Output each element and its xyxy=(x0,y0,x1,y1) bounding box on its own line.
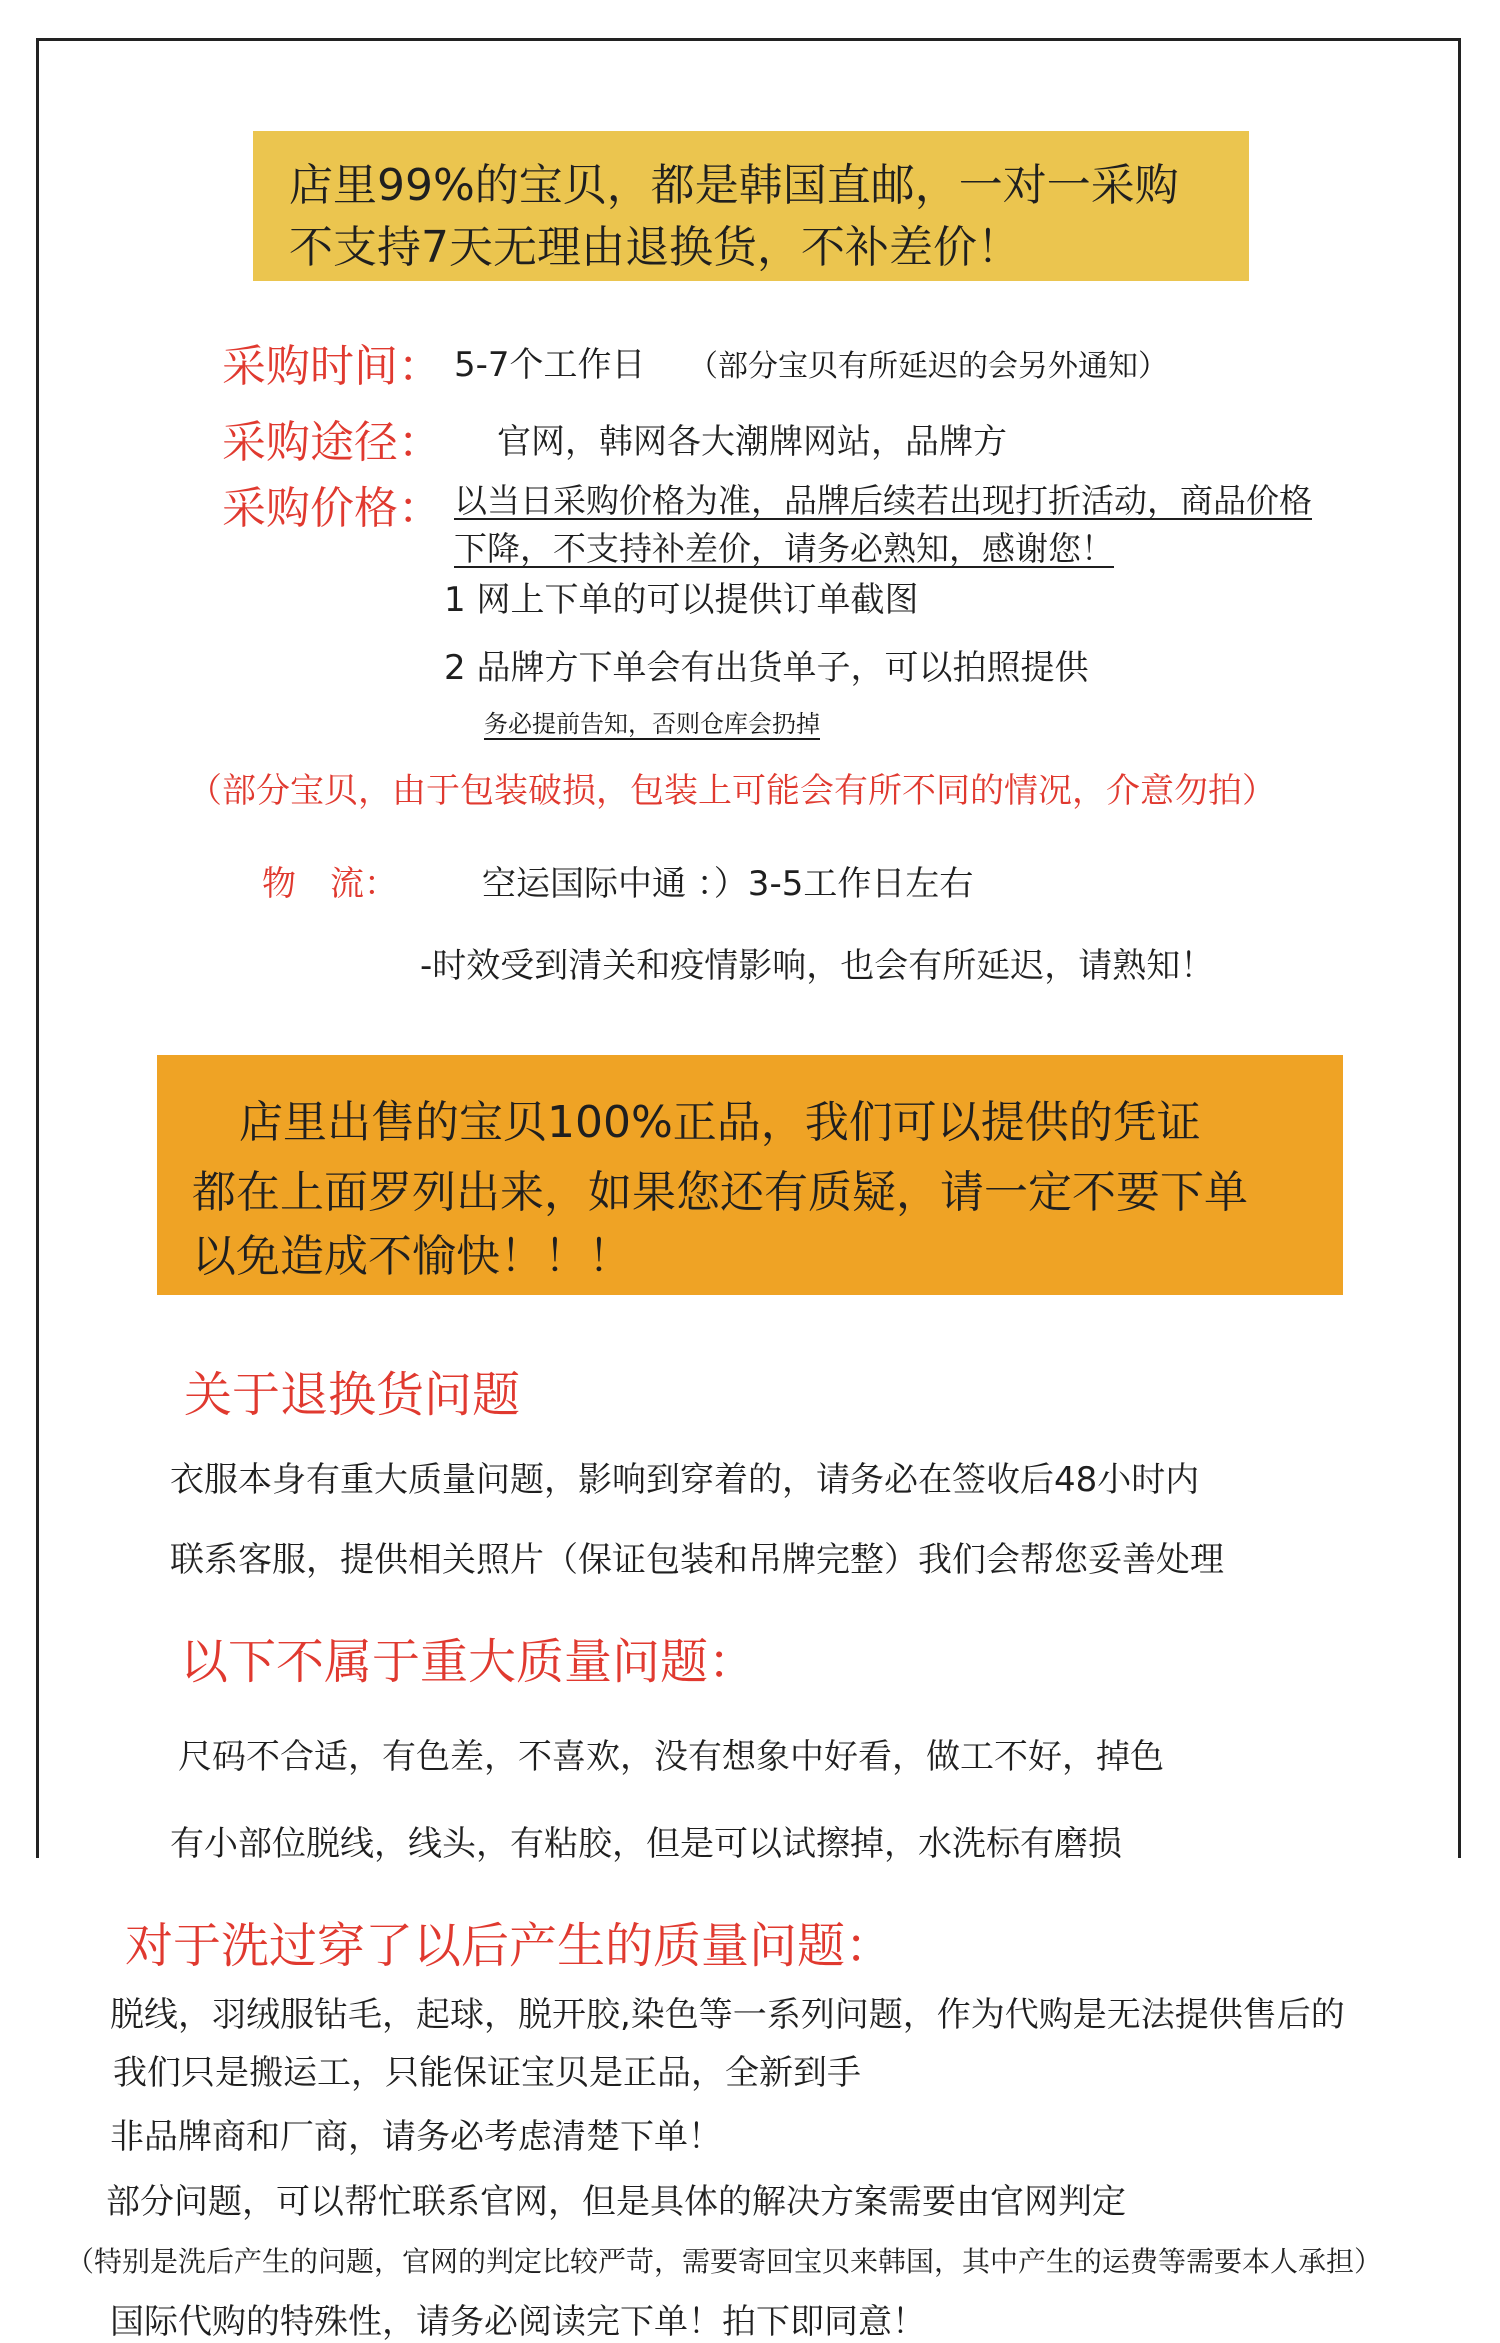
authentic-line-3: 以免造成不愉快！！！ xyxy=(192,1231,632,1282)
purchase-channel-label: 采购途径： xyxy=(222,417,442,468)
purchase-channel-value: 官网，韩网各大潮牌网站，品牌方 xyxy=(497,422,1007,462)
purchase-time-note: （部分宝贝有所延迟的会另外通知） xyxy=(688,349,1168,384)
proof-online-order: 1 网上下单的可以提供订单截图 xyxy=(444,580,919,620)
logistics-note: -时效受到清关和疫情影响，也会有所延迟，请熟知！ xyxy=(420,946,1215,986)
purchase-price-line-1: 以当日采购价格为准，品牌后续若出现打折活动，商品价格 xyxy=(454,481,1312,520)
after-wash-line-6: 国际代购的特殊性，请务必阅读完下单！拍下即同意！ xyxy=(110,2302,926,2342)
authentic-line-1: 店里出售的宝贝100%正品，我们可以提供的凭证 xyxy=(239,1097,1201,1148)
after-wash-line-2: 我们只是搬运工，只能保证宝贝是正品，全新到手 xyxy=(113,2053,861,2093)
purchase-price-line-2: 下降，不支持补差价，请务必熟知，感谢您！ xyxy=(454,529,1114,568)
notice-line-2: 不支持7天无理由退换货，不补差价！ xyxy=(289,222,1021,273)
warehouse-warning: 务必提前告知，否则仓库会扔掉 xyxy=(484,710,820,738)
returns-line-1: 衣服本身有重大质量问题，影响到穿着的，请务必在签收后48小时内 xyxy=(170,1460,1200,1500)
proof-brand-order: 2 品牌方下单会有出货单子，可以拍照提供 xyxy=(444,648,1089,688)
after-wash-line-5: （特别是洗后产生的问题，官网的判定比较严苛，需要寄回宝贝来韩国，其中产生的运费等需要本人承担） xyxy=(66,2245,1383,2278)
purchase-time-value: 5-7个工作日 xyxy=(454,345,646,385)
authentic-guarantee-box xyxy=(157,1055,1343,1295)
after-wash-line-4: 部分问题，可以帮忙联系官网，但是具体的解决方案需要由官网判定 xyxy=(106,2182,1126,2222)
after-wash-line-1: 脱线，羽绒服钻毛，起球，脱开胶,染色等一系列问题，作为代购是无法提供售后的 xyxy=(110,1995,1345,2035)
not-quality-line-1: 尺码不合适，有色差，不喜欢，没有想象中好看，做工不好，掉色 xyxy=(178,1737,1164,1777)
purchase-price-label: 采购价格： xyxy=(222,483,442,534)
not-quality-heading: 以下不属于重大质量问题： xyxy=(180,1634,757,1690)
authentic-line-2: 都在上面罗列出来，如果您还有质疑，请一定不要下单 xyxy=(192,1167,1248,1218)
packaging-note: （部分宝贝，由于包装破损，包装上可能会有所不同的情况，介意勿拍） xyxy=(188,771,1276,811)
not-quality-line-2: 有小部位脱线，线头，有粘胶，但是可以试擦掉，水洗标有磨损 xyxy=(170,1824,1122,1864)
logistics-label: 物 流： xyxy=(262,864,398,904)
after-wash-heading: 对于洗过穿了以后产生的质量问题： xyxy=(125,1918,894,1974)
logistics-value: 空运国际中通 ：）3-5工作日左右 xyxy=(482,864,974,904)
direct-mail-notice-box xyxy=(253,131,1249,281)
notice-line-1: 店里99%的宝贝，都是韩国直邮，一对一采购 xyxy=(289,160,1179,211)
returns-heading: 关于退换货问题 xyxy=(184,1367,521,1423)
after-wash-line-3: 非品牌商和厂商，请务必考虑清楚下单！ xyxy=(110,2117,722,2157)
returns-line-2: 联系客服，提供相关照片（保证包装和吊牌完整）我们会帮您妥善处理 xyxy=(170,1540,1224,1580)
purchase-time-label: 采购时间： xyxy=(222,341,442,392)
